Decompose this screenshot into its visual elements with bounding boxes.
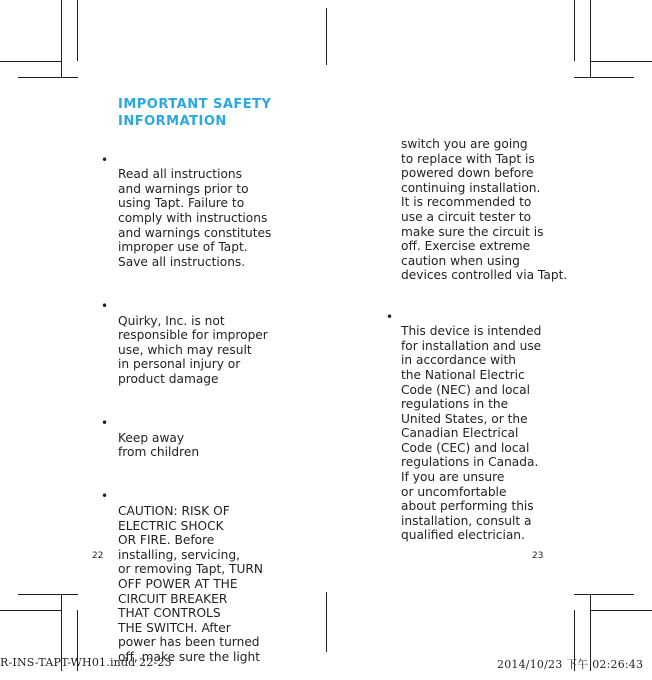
bullet-icon: • xyxy=(101,416,109,431)
crop-mark xyxy=(590,61,652,62)
page-number-right: 23 xyxy=(532,551,544,561)
bullet-icon: • xyxy=(386,309,394,324)
left-bullet-list xyxy=(101,138,288,680)
list-item xyxy=(386,295,571,543)
slug-timestamp: 2014/10/23 下午 02:26:43 xyxy=(497,658,644,671)
crop-mark xyxy=(590,610,652,611)
crop-mark xyxy=(326,592,327,652)
crop-mark xyxy=(574,77,634,78)
list-item xyxy=(101,475,288,665)
list-item xyxy=(101,138,288,269)
page-number-left: 22 xyxy=(92,551,104,561)
crop-mark xyxy=(18,594,78,595)
bullet-icon: • xyxy=(101,298,109,313)
crop-mark xyxy=(326,8,327,65)
list-item-text: Quirky, Inc. is not responsible for improper use, which may result in personal injury or product damage xyxy=(118,313,268,386)
crop-mark xyxy=(0,610,61,611)
crop-mark xyxy=(574,0,575,61)
list-item-text: Read all instructions and warnings prior to using Tapt. Failure to comply with instructions and warnings constitutes improper use of Tapt. Save all instructions. xyxy=(118,167,272,269)
safety-heading: IMPORTANT SAFETY INFORMATION xyxy=(118,97,272,129)
crop-mark xyxy=(77,0,78,61)
crop-mark xyxy=(574,594,634,595)
bullet-icon: • xyxy=(101,489,109,504)
list-item-text: CAUTION: RISK OF ELECTRIC SHOCK OR FIRE. Before installing, servicing, or removing Tapt, TURN OFF POWER AT THE CIRCUIT BREAKER THAT CONTROLS THE SWITCH. After power has been turned off, make sure the light xyxy=(118,504,263,664)
crop-mark xyxy=(61,0,62,77)
list-item xyxy=(101,402,288,460)
crop-mark xyxy=(18,77,78,78)
crop-mark xyxy=(590,0,591,77)
list-item xyxy=(101,284,288,386)
crop-mark xyxy=(0,61,61,62)
list-item-text: Keep away from children xyxy=(118,430,200,460)
continuation-text: switch you are going to replace with Tapt is powered down before continuing installation. It is recommended to use a circuit tester to make sure the circuit is off. Exercise extreme caution when using devices controlled via Tapt. xyxy=(401,137,568,283)
list-item-text: This device is intended for installation and use in accordance with the National Electric Code (NEC) and local regulations in the United States, or the Canadian Electrical Code (CEC) and local regulations in Canada. If you are unsure or uncomfortable about performing this installation, consult a qualified electrician. xyxy=(401,324,542,543)
bullet-icon: • xyxy=(101,152,109,167)
slug-file: R-INS-TAPT-WH01.indd 22-23 xyxy=(0,656,172,669)
right-bullet-list xyxy=(386,137,571,543)
